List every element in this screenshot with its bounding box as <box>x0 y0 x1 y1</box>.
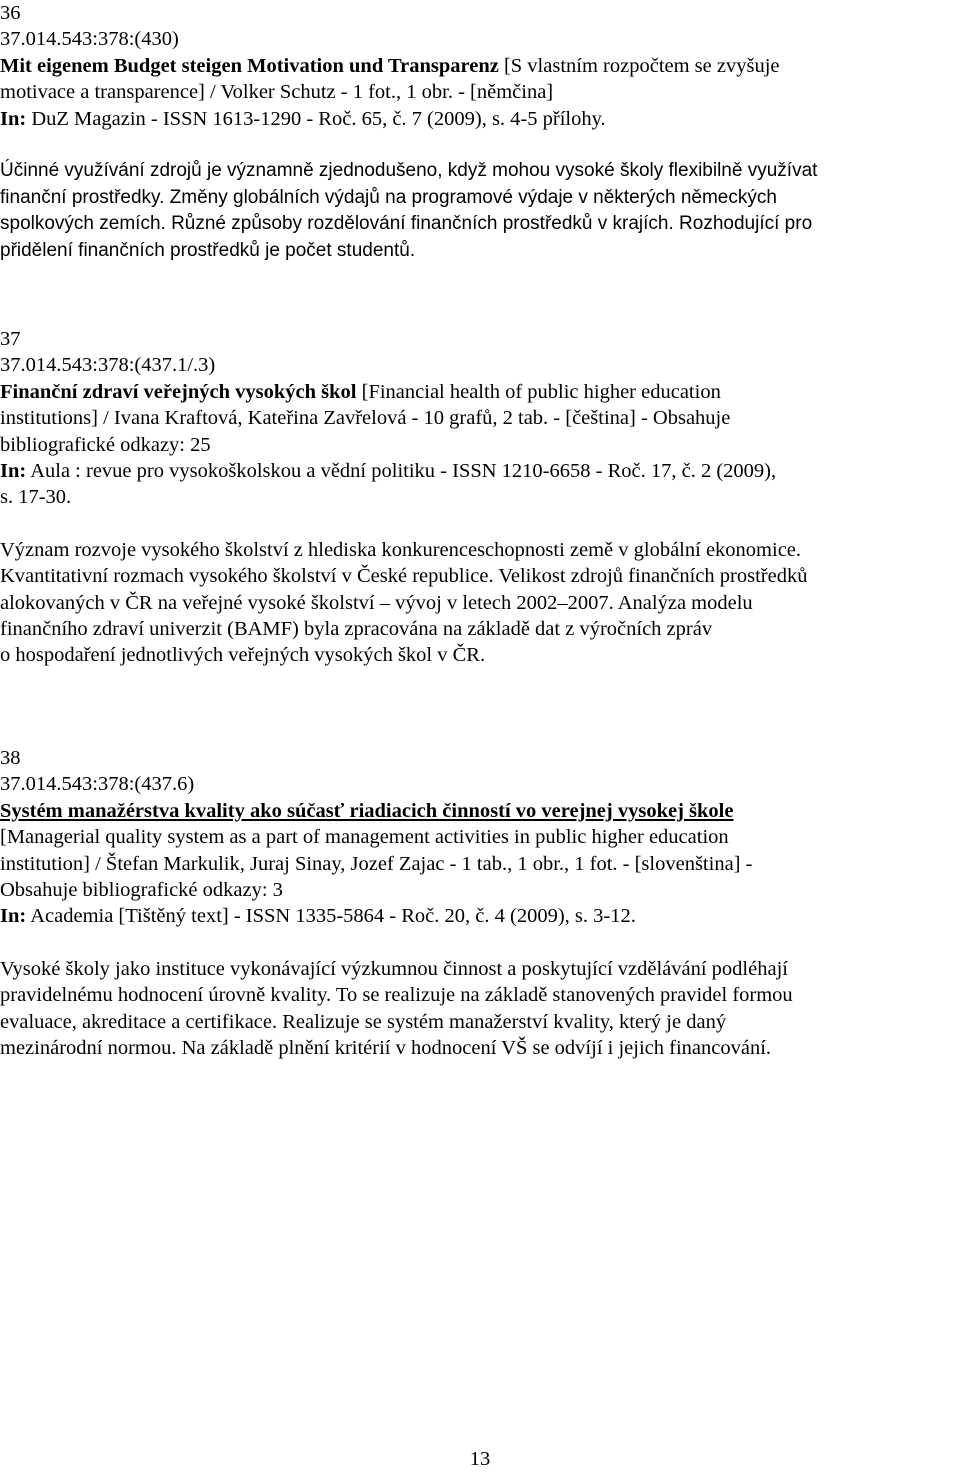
citation-line <box>0 379 950 405</box>
citation-line: institution] / Štefan Markulik, Juraj Sinay, Jozef Zajac - 1 tab., 1 obr., 1 fot. - [slovenština] - <box>0 852 753 875</box>
source-text: Aula : revue pro vysokoškolskou a vědní politiku - ISSN 1210-6658 - Roč. 17, č. 2 (2009), <box>26 460 777 483</box>
source-line: s. 17-30. <box>0 486 72 509</box>
abstract-line: Kvantitativní rozmach vysokého školství v České republice. Velikost zdrojů finančních prostředků <box>0 565 808 588</box>
classification-code: 37.014.543:378:(437.6) <box>0 773 195 796</box>
source-text: Academia [Tištěný text] - ISSN 1335-5864 - Roč. 20, č. 4 (2009), s. 3-12. <box>26 905 636 928</box>
entry-title: Systém manažérstva kvality ako súčasť riadiacich činností vo verejnej vysokej škole <box>0 799 734 822</box>
source-label: In: <box>0 905 27 928</box>
classification-code: 37.014.543:378:(437.1/.3) <box>0 354 216 377</box>
citation-line <box>0 798 950 824</box>
abstract-line: přidělení finančních prostředků je počet studentů. <box>0 239 416 261</box>
abstract-line: o hospodaření jednotlivých veřejných vysokých škol v ČR. <box>0 644 486 667</box>
abstract-line: Význam rozvoje vysokého školství z hlediska konkurenceschopnosti země v globální ekonomice. <box>0 538 802 561</box>
abstract-line: evaluace, akreditace a certifikace. Realizuje se systém manažerství kvality, který je daný <box>0 1010 727 1033</box>
entry-number: 38 <box>0 747 21 769</box>
citation-line <box>0 53 950 79</box>
entry-abstract <box>0 158 950 264</box>
source-line <box>0 458 950 484</box>
abstract-line: finanční prostředky. Změny globálních výdajů na programové výdaje v některých německých <box>0 186 777 208</box>
source-label: In: <box>0 460 27 483</box>
bibliographic-entry <box>0 0 950 264</box>
entry-title: Mit eigenem Budget steigen Motivation und Transparenz <box>0 54 499 77</box>
citation-line: Obsahuje bibliografické odkazy: 3 <box>0 879 283 902</box>
entry-title: Finanční zdraví veřejných vysokých škol <box>0 380 357 403</box>
abstract-line: Vysoké školy jako instituce vykonávající výzkumnou činnost a poskytující vzdělávání podléhají <box>0 957 788 980</box>
abstract-line: alokovaných v ČR na veřejné vysoké školství – vývoj v letech 2002–2007. Analýza modelu <box>0 591 753 614</box>
abstract-line: spolkových zemích. Různé způsoby rozdělování finančních prostředků v krajích. Rozhodující pro <box>0 213 813 235</box>
citation-line: institutions] / Ivana Kraftová, Kateřina Zavřelová - 10 grafů, 2 tab. - [čeština] - Obsahuje <box>0 407 731 430</box>
source-label: In: <box>0 107 27 130</box>
source-line <box>0 106 950 132</box>
entry-number: 36 <box>0 2 21 24</box>
abstract-line: finančního zdraví univerzit (BAMF) byla zpracována na základě dat z výročních zpráv <box>0 618 713 641</box>
source-text: DuZ Magazin - ISSN 1613-1290 - Roč. 65, č. 7 (2009), s. 4-5 přílohy. <box>26 107 606 130</box>
citation-line: [Managerial quality system as a part of management activities in public higher education <box>0 826 729 849</box>
abstract-line: Účinné využívání zdrojů je významně zjednodušeno, když mohou vysoké školy flexibilně využívat <box>0 160 818 182</box>
citation-text: [Financial health of public higher education <box>356 380 721 403</box>
classification-code: 37.014.543:378:(430) <box>0 28 179 51</box>
bibliographic-entry <box>0 326 950 669</box>
abstract-line: mezinárodní normou. Na základě plnění kritérií v hodnocení VŠ se odvíjí i jejich financování. <box>0 1037 772 1060</box>
abstract-line: pravidelnému hodnocení úrovně kvality. To se realizuje na základě stanovených pravidel formou <box>0 984 793 1007</box>
page-number: 13 <box>469 1448 491 1470</box>
citation-line: motivace a transparence] / Volker Schutz - 1 fot., 1 obr. - [němčina] <box>0 81 554 104</box>
bibliographic-entry <box>0 745 950 1061</box>
citation-text: [S vlastním rozpočtem se zvyšuje <box>498 54 780 77</box>
citation-line: bibliografické odkazy: 25 <box>0 433 211 456</box>
entry-abstract <box>0 537 950 669</box>
source-line <box>0 903 950 929</box>
entry-number: 37 <box>0 328 21 350</box>
entry-abstract <box>0 956 950 1062</box>
